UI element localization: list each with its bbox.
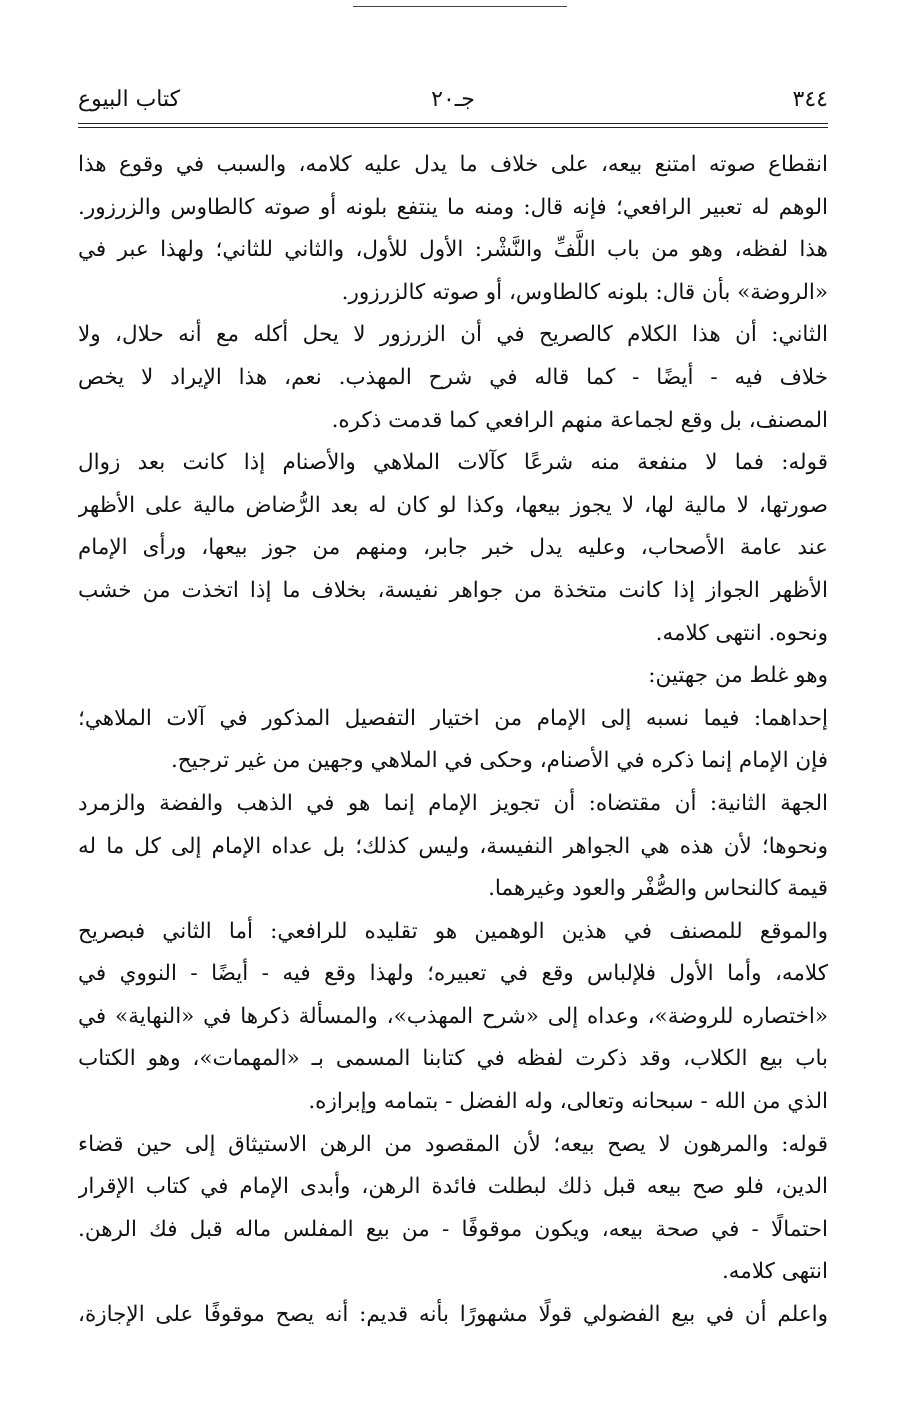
text-line: الدين، فلو صح بيعه قبل ذلك لبطلت فائدة الرهن، وأبدى الإمام في كتاب الإقرار [78, 1174, 828, 1200]
text-line: ونحوه. انتهى كلامه. [655, 620, 828, 646]
text-line: ونحوها؛ لأن هذه هي الجواهر النفيسة، وليس كذلك؛ بل عداه الإمام إلى كل ما له [78, 833, 828, 859]
text-line: فإن الإمام إنما ذكره في الأصنام، وحكى في الملاهي وجهين من غير ترجيح. [170, 748, 828, 774]
text-line: انقطاع صوته امتنع بيعه، على خلاف ما يدل عليه كلامه، والسبب في وقوع هذا [78, 152, 828, 177]
text-line: صورتها، لا مالية لها، لا يجوز بيعها، وكذا لو كان له بعد الرُّضاض مالية على الأظهر [78, 492, 828, 518]
text-line: وهو غلط من جهتين: [648, 663, 828, 689]
running-head [78, 82, 828, 122]
header-rule [78, 123, 828, 124]
text-line: الجهة الثانية: أن مقتضاه: أن تجويز الإمام إنما هو في الذهب والفضة والزمرد [78, 790, 828, 816]
page-number: ٣٤٤ [792, 87, 828, 112]
volume-label: جـ٢٠ [431, 87, 475, 112]
text-line: قيمة كالنحاس والصُّفْر والعود وغيرهما. [488, 876, 828, 902]
text-line: والموقع للمصنف في هذين الوهمين هو تقليده للرافعي: أما الثاني فبصريح [78, 918, 828, 944]
text-line: هذا لفظه، وهو من باب اللَّفِّ والنَّشْر: الأول للأول، والثاني للثاني؛ ولهذا عبر في [78, 237, 828, 263]
header-rule-secondary [78, 127, 828, 128]
text-line: باب بيع الكلاب، وقد ذكرت لفظه في كتابنا المسمى بـ «المهمات»، وهو الكتاب [78, 1046, 828, 1072]
text-line: الوهم له تعبير الرافعي؛ فإنه قال: ومنه ما ينتفع بلونه أو صوته كالطاوس والزرزور. [78, 194, 828, 220]
text-line: قوله: والمرهون لا يصح بيعه؛ لأن المقصود من الرهن الاستيثاق إلى حين قضاء [78, 1131, 828, 1157]
text-line: «اختصاره للروضة»، وعداه إلى «شرح المهذب»، والمسألة ذكرها في «النهاية» في [78, 1003, 828, 1029]
text-line: الأظهر الجواز إذا كانت متخذة من جواهر نفيسة، بخلاف ما إذا اتخذت من خشب [78, 577, 828, 603]
text-line: احتمالًا - في صحة بيعه، ويكون موقوفًا - من بيع المفلس ماله قبل فك الرهن. [78, 1216, 828, 1242]
text-line: انتهى كلامه. [721, 1259, 828, 1285]
text-line: قوله: فما لا منفعة منه شرعًا كآلات الملاهي والأصنام إذا كانت بعد زوال [78, 450, 828, 476]
main-text [78, 144, 828, 1337]
book-title: كتاب البيوع [78, 87, 181, 112]
text-line: الذي من الله - سبحانه وتعالى، وله الفضل - بتمامه وإبرازه. [308, 1089, 828, 1115]
text-line: إحداهما: فيما نسبه إلى الإمام من اختيار التفصيل المذكور في آلات الملاهي؛ [78, 705, 828, 731]
text-line: واعلم أن في بيع الفضولي قولًا مشهورًا بأنه قديم: أنه يصح موقوفًا على الإجازة، [78, 1302, 828, 1328]
text-line: خلاف فيه - أيضًا - كما قاله في شرح المهذب. نعم، هذا الإيراد لا يخص [78, 364, 828, 390]
text-line: عند عامة الأصحاب، وعليه يدل خبر جابر، ومنهم من جوز بيعها، ورأى الإمام [78, 535, 828, 561]
text-line: الثاني: أن هذا الكلام كالصريح في أن الزرزور لا يحل أكله مع أنه حلال، ولا [78, 322, 828, 348]
top-rule [353, 6, 567, 7]
text-line: كلامه، وأما الأول فلإلباس وقع في تعبيره؛ ولهذا وقع فيه - أيضًا - النووي في [78, 961, 828, 987]
text-line: «الروضة» بأن قال: بلونه كالطاوس، أو صوته كالزرزور. [341, 279, 828, 305]
text-line: المصنف، بل وقع لجماعة منهم الرافعي كما قدمت ذكره. [331, 407, 828, 433]
